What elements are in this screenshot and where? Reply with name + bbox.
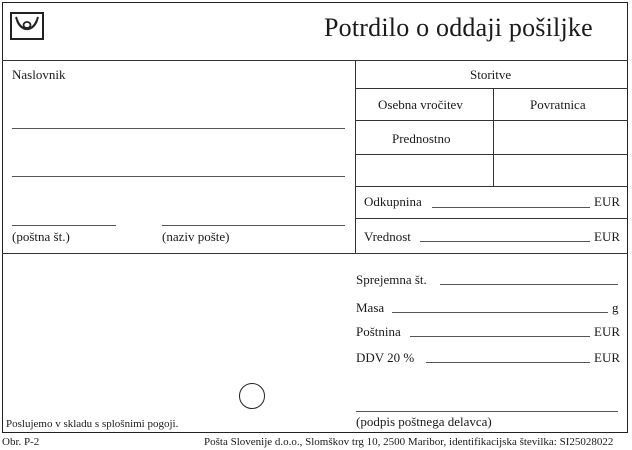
postage-label: Poštnina	[356, 324, 401, 339]
postage-unit: EUR	[594, 324, 620, 339]
form-code: Obr. P-2	[2, 436, 40, 448]
posta-horn-icon	[12, 14, 42, 38]
cod-label: Odkupnina	[364, 194, 422, 209]
cod-unit: EUR	[594, 194, 620, 209]
post-name-label: (naziv pošte)	[162, 229, 230, 244]
vat-label: DDV 20 %	[356, 350, 415, 365]
services-row-line	[355, 120, 628, 121]
signature-label: (podpis poštnega delavca)	[356, 414, 492, 429]
address-line-1[interactable]	[12, 128, 345, 129]
service-personal-delivery[interactable]: Osebna vročitev	[378, 97, 463, 112]
address-line-2[interactable]	[12, 176, 345, 177]
recipient-label: Naslovnik	[12, 67, 66, 82]
postal-code-line[interactable]	[12, 225, 116, 226]
stamp-circle	[239, 383, 265, 409]
value-unit: EUR	[594, 229, 620, 244]
postage-field-line[interactable]	[410, 336, 590, 337]
value-field-line[interactable]	[420, 241, 590, 242]
services-row-line	[355, 218, 628, 219]
service-return-receipt[interactable]: Povratnica	[530, 97, 586, 112]
terms-text: Poslujemo v skladu s splošnimi pogoji.	[6, 418, 179, 430]
section-divider	[2, 253, 628, 254]
services-row-line	[355, 186, 628, 187]
value-label: Vrednost	[364, 229, 411, 244]
mass-label: Masa	[356, 300, 385, 315]
page-title: Potrdilo o oddaji pošiljke	[324, 13, 593, 42]
services-row-line	[355, 154, 628, 155]
acceptance-number-line[interactable]	[440, 284, 618, 285]
postal-code-label: (poštna št.)	[12, 229, 70, 244]
services-row-line	[355, 88, 628, 89]
vat-unit: EUR	[594, 350, 620, 365]
header-divider	[2, 60, 628, 61]
signature-line[interactable]	[356, 411, 618, 412]
vat-field-line[interactable]	[426, 362, 590, 363]
company-info: Pošta Slovenije d.o.o., Slomškov trg 10, 2500 Maribor, identifikacijska številka: SI25028022	[204, 436, 614, 448]
posta-logo	[10, 12, 44, 40]
acceptance-number-label: Sprejemna št.	[356, 272, 427, 287]
services-header: Storitve	[470, 67, 512, 82]
services-col-line	[493, 88, 494, 186]
mass-field-line[interactable]	[392, 312, 608, 313]
cod-field-line[interactable]	[432, 207, 590, 208]
post-name-line[interactable]	[162, 225, 345, 226]
mass-unit: g	[612, 300, 619, 315]
service-priority[interactable]: Prednostno	[392, 131, 451, 146]
